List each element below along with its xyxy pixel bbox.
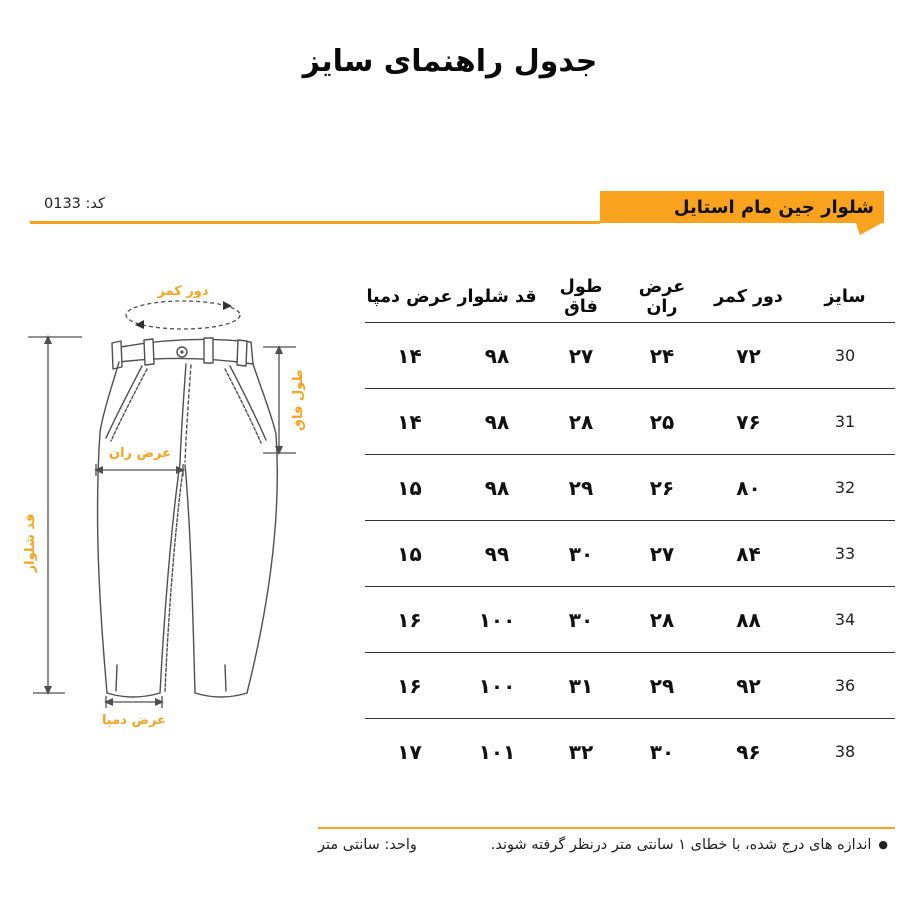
footer-divider [318,827,895,829]
cell-thigh: ۲۶ [649,475,675,500]
size-table [365,272,895,784]
hem-left [107,693,160,697]
belt-loop [112,341,122,369]
product-code: کد: 0133 [44,196,105,212]
page-title: جدول راهنمای سایز [302,44,598,79]
pants-diagram [20,265,365,745]
table-row [365,521,895,587]
cell-waist: ۷۲ [736,343,761,368]
cell-waist: ۹۶ [736,739,761,764]
header-thigh: عرض ران [638,277,686,317]
cell-thigh: ۲۸ [649,607,675,632]
product-name-banner [600,191,884,223]
header-length: قد شلوار [457,287,537,307]
cell-rise: ۳۰ [568,607,594,632]
cell-length: ۹۸ [484,475,510,500]
belt-loop [237,340,247,366]
cell-rise: ۳۱ [568,673,594,698]
belt-loop [204,338,213,363]
cell-size: 32 [834,478,856,497]
rise-label: طول فاق [291,369,306,431]
pocket-left [106,366,142,438]
cell-waist: ۷۶ [736,409,761,434]
waist-arrow-left [135,320,144,329]
cell-size: 38 [834,742,856,761]
cell-size: 33 [834,544,856,563]
table-row [365,719,895,784]
tolerance-note [491,837,888,853]
waist-label: دور کمر [157,284,209,299]
cell-length: ۹۹ [484,541,510,566]
cell-hem: ۱۶ [397,673,422,698]
table-header-row [365,272,895,323]
tolerance-note-text: اندازه های درج شده، با خطای ۱ سانتی متر درنظر گرفته شوند. [490,837,872,853]
hem-right [195,693,247,697]
product-name: شلوار جین مام استایل [673,196,874,218]
cell-hem: ۱۵ [397,475,422,500]
fly-line [180,364,186,463]
cell-rise: ۳۰ [568,541,594,566]
cell-hem: ۱۴ [397,343,422,368]
cell-thigh: ۲۴ [649,343,675,368]
cell-length: ۱۰۰ [478,607,516,632]
cell-thigh: ۳۰ [649,739,675,764]
pants-sketch [20,265,365,745]
cell-thigh: ۲۷ [649,541,675,566]
cell-hem: ۱۴ [397,409,422,434]
bullet-icon: ● [878,838,888,851]
unit-note: واحد: سانتی متر [318,837,417,853]
cell-rise: ۳۲ [568,739,594,764]
table-row [365,389,895,455]
table-row [365,653,895,719]
cell-waist: ۹۲ [736,673,761,698]
cell-thigh: ۲۹ [649,673,675,698]
cell-size: 30 [834,346,856,365]
cell-thigh: ۲۵ [649,409,675,434]
cell-length: ۹۸ [484,343,510,368]
cell-hem: ۱۷ [397,739,422,764]
cell-length: ۹۸ [484,409,510,434]
cell-length: ۱۰۰ [478,673,516,698]
header-waist: دور کمر [714,287,783,307]
cell-size: 36 [834,676,856,695]
table-row [365,323,895,389]
cell-rise: ۲۷ [568,343,594,368]
header-hem: عرض دمپا [366,287,453,307]
cell-rise: ۲۹ [568,475,594,500]
cell-rise: ۲۸ [568,409,594,434]
hem-label: عرض دمپا [102,713,166,728]
banner-underline [30,221,600,224]
cell-length: ۱۰۱ [478,739,516,764]
table-row [365,587,895,653]
cell-size: 31 [834,412,856,431]
cell-waist: ۸۴ [736,541,761,566]
table-row [365,455,895,521]
fly-stitch [185,365,191,462]
header-size: سایز [824,287,866,307]
thigh-label: عرض ران [108,446,172,461]
cell-hem: ۱۵ [397,541,422,566]
header-rise: طول فاق [559,277,603,317]
length-label: قد شلوار [23,513,38,573]
cell-size: 34 [834,610,856,629]
belt-loop [144,339,154,365]
waist-arrow-right [223,301,232,310]
banner-tail [856,223,882,235]
pocket-right [230,366,266,440]
pants-outline [98,338,278,697]
cell-waist: ۸۸ [736,607,761,632]
cell-hem: ۱۶ [397,607,422,632]
cell-waist: ۸۰ [736,475,761,500]
